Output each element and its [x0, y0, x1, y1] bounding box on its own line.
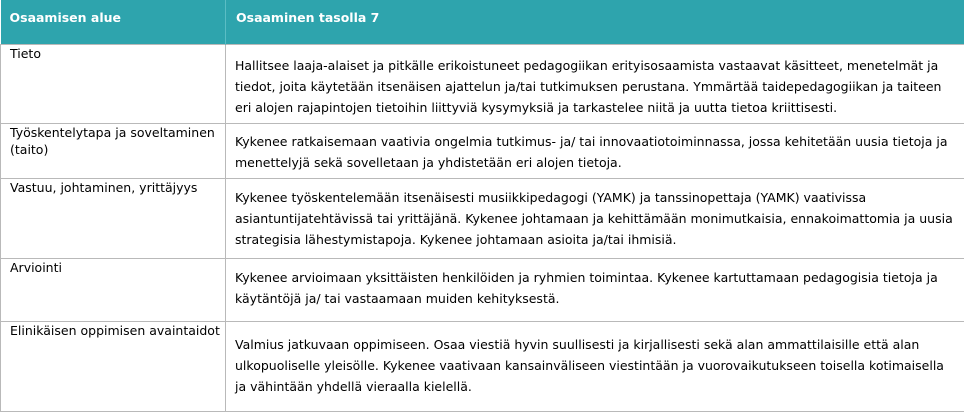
row-description-cell: Hallitsee laaja-alaiset ja pitkälle erikoistuneet pedagogiikan erityisosaamista vastaavat käsitteet, menetelmät ja tiedot, joita käytetään itsenäisen ajattelun ja/tai tutkimuksen perustana. Ymmärtää taidepedagogiikan ja taiteen eri alojen rajapintojen tietoihin liittyviä kysymyksiä ja tarkastelee niitä ja uutta tietoa kriittisesti.: [226, 44, 964, 123]
row-area-cell: Tieto: [1, 44, 226, 123]
table-row: [1, 321, 964, 411]
row-description-cell: Valmius jatkuvaan oppimiseen. Osaa viestiä hyvin suullisesti ja kirjallisesti sekä alan ammattilaisille että alan ulkopuoliselle yleisölle. Kykenee vaativaan kansainväliseen viestintään ja vuorovaikutukseen toisella kotimaisella ja vähintään yhdellä vieraalla kielellä.: [226, 321, 964, 411]
table-row: [1, 258, 964, 321]
row-description-cell: Kykenee arvioimaan yksittäisten henkilöiden ja ryhmien toimintaa. Kykenee kartuttamaan pedagogisia tietoja ja käytäntöjä ja/ tai vastaamaan muiden kehityksestä.: [226, 258, 964, 321]
header-competence-area: Osaamisen alue: [1, 0, 226, 44]
row-area-cell: Arviointi: [1, 258, 226, 321]
row-area-cell: Elinikäisen oppimisen avaintaidot: [1, 321, 226, 411]
table-row: [1, 123, 964, 178]
row-area-cell: Vastuu, johtaminen, yrittäjyys: [1, 178, 226, 258]
table-row: [1, 178, 964, 258]
row-area-cell: Työskentelytapa ja soveltaminen (taito): [1, 123, 226, 178]
header-competence-level-7: Osaaminen tasolla 7: [226, 0, 964, 44]
row-description-cell: Kykenee työskentelemään itsenäisesti musiikkipedagogi (YAMK) ja tanssinopettaja (YAMK) vaativissa asiantuntijatehtävissä tai yrittäjänä. Kykenee johtamaan ja kehittämään monimutkaisia, ennakoimattomia ja uusia strategisia lähestymistapoja. Kykenee johtamaan asioita ja/tai ihmisiä.: [226, 178, 964, 258]
table-header-row: [1, 0, 964, 44]
row-description-cell: Kykenee ratkaisemaan vaativia ongelmia tutkimus- ja/ tai innovaatiotoiminnassa, jossa kehitetään uusia tietoja ja menettelyjä sekä sovelletaan ja yhdistetään eri alojen tietoja.: [226, 123, 964, 178]
table-row: [1, 44, 964, 123]
